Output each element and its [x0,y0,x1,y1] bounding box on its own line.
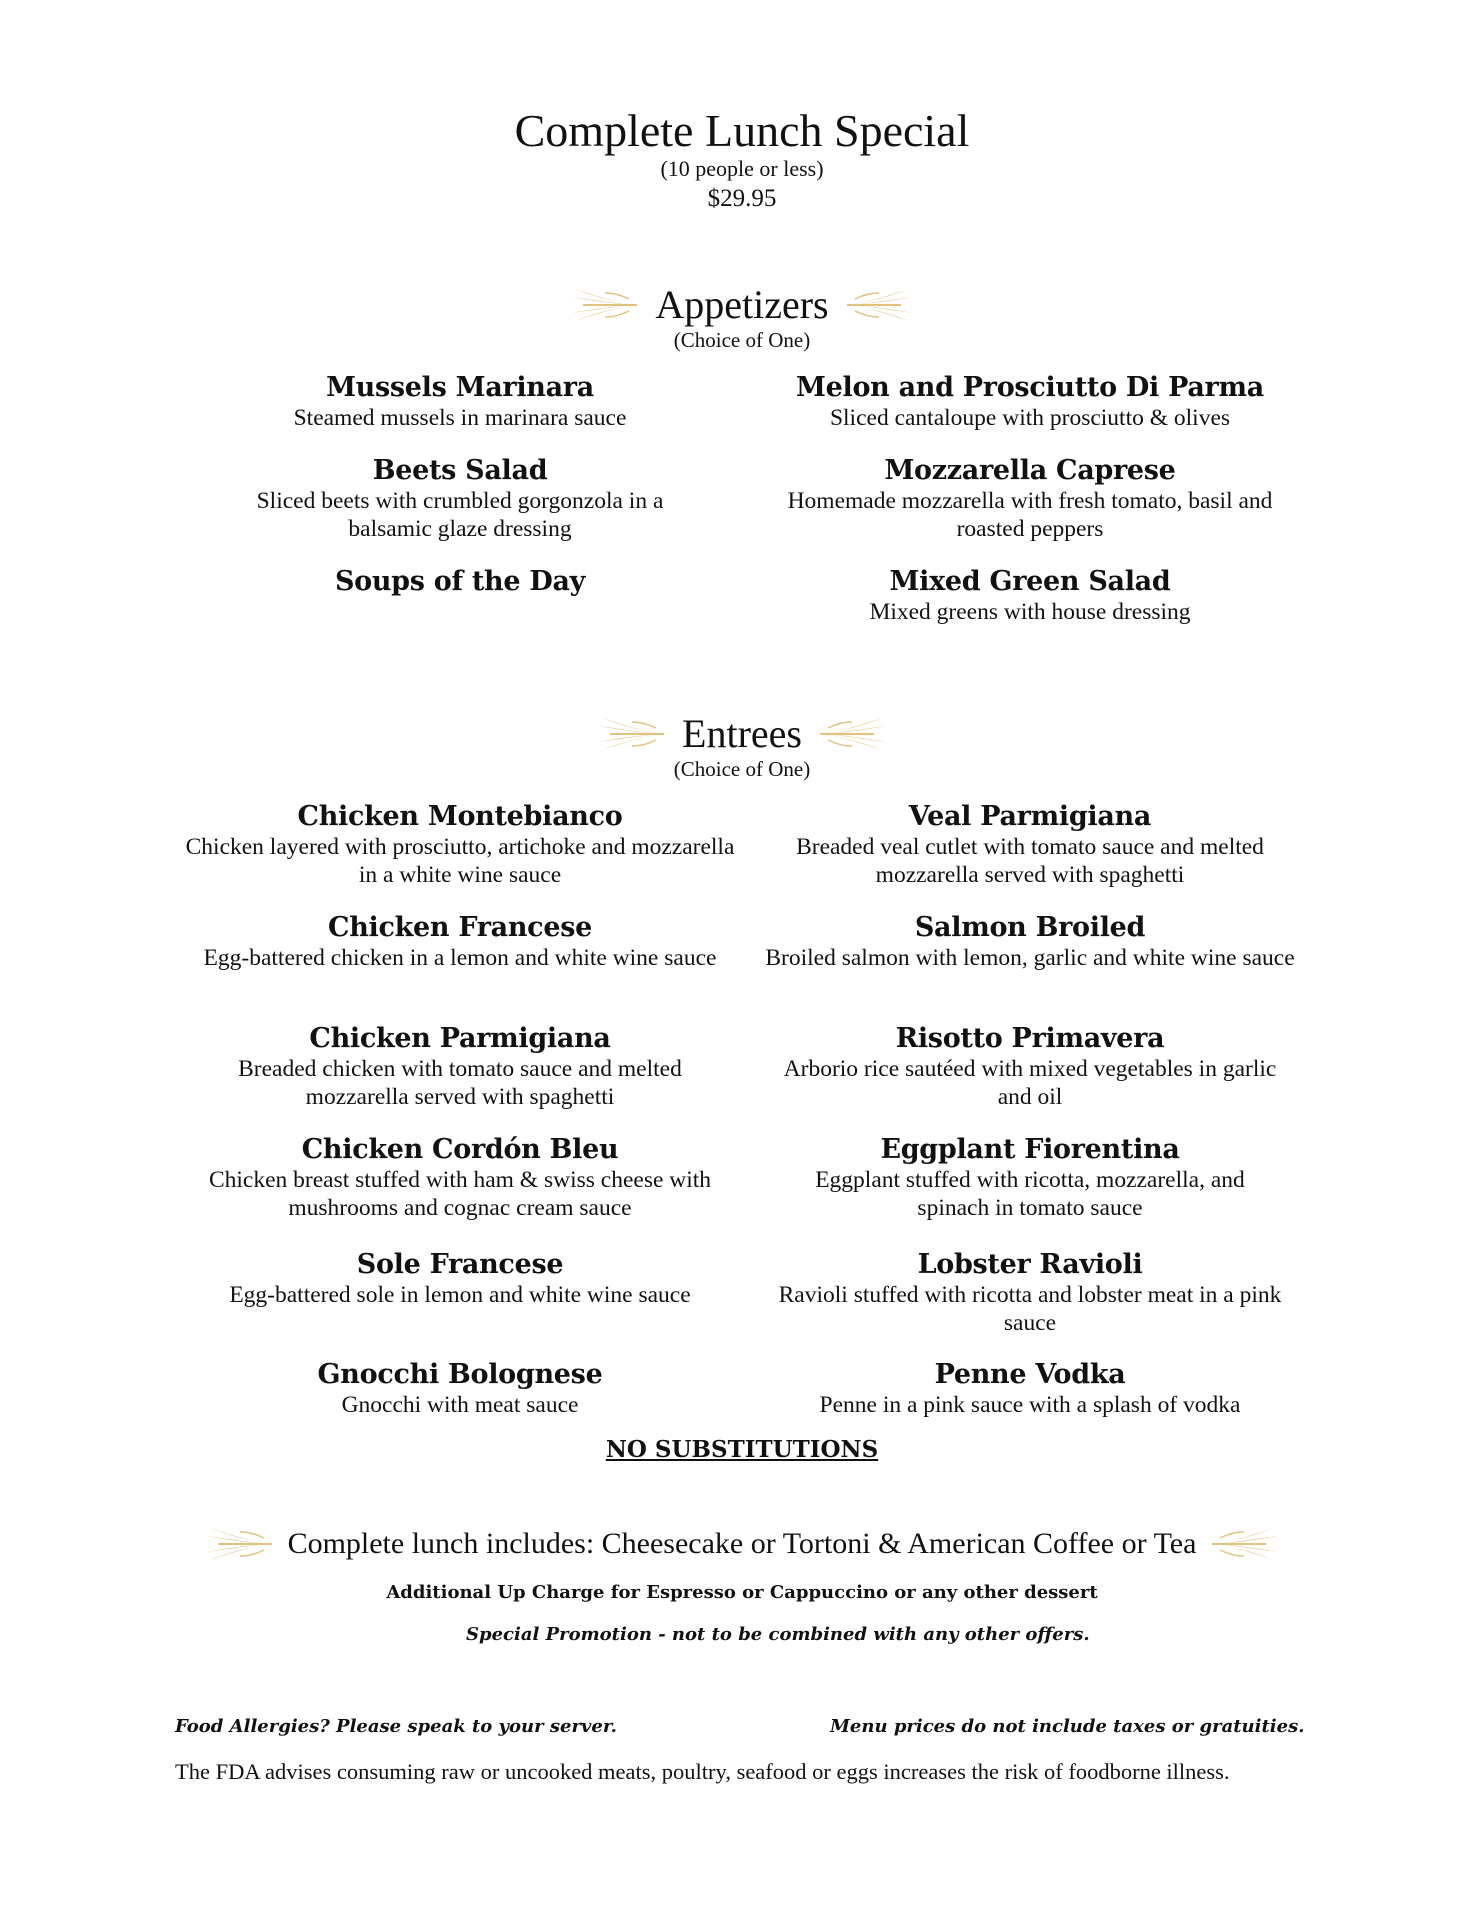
fda-advisory: The FDA advises consuming raw or uncooked meats, poultry, seafood or eggs increases the risk of foodborne illness. [175,1759,1230,1784]
page-title: Complete Lunch Special [514,105,970,156]
menu-item [750,1249,1310,1337]
promotion-note: Special Promotion - not to be combined with any other offers. [466,1624,1090,1645]
menu-item [750,566,1310,626]
menu-item [180,1134,740,1222]
item-name: Risotto Primavera [895,1023,1165,1054]
item-description: Mixed greens with house dressing [869,599,1191,625]
includes-row [0,1524,1484,1564]
menu-item [180,455,740,543]
item-name: Sole Francese [356,1249,564,1280]
upcharge-note: Additional Up Charge for Espresso or Cappuccino or any other dessert [386,1582,1098,1603]
item-description: Sliced beets with crumbled gorgonzola in a balsamic glaze dressing [256,488,664,542]
appetizers-title: Appetizers [655,282,829,327]
entrees-choice-note: (Choice of One) [673,757,811,781]
wheat-ornament-icon [1210,1524,1280,1564]
wheat-ornament-icon [569,285,639,325]
menu-item [750,455,1310,543]
menu-item [180,1249,740,1309]
item-description: Egg-battered chicken in a lemon and white wine sauce [203,945,717,971]
menu-item [750,912,1310,972]
item-description: Egg-battered sole in lemon and white wine sauce [229,1282,691,1308]
menu-item [750,801,1310,889]
allergies-note: Food Allergies? Please speak to your server. [175,1716,617,1737]
price: $29.95 [707,185,777,212]
item-name: Chicken Cordón Bleu [301,1134,619,1165]
item-name: Chicken Parmigiana [309,1023,611,1054]
item-name: Mozzarella Caprese [884,455,1176,486]
entrees-heading [0,711,1484,757]
includes-text: Complete lunch includes: Cheesecake or Tortoni & American Coffee or Tea [287,1527,1197,1560]
item-name: Lobster Ravioli [917,1249,1143,1280]
menu-item [750,1359,1310,1419]
item-name: Chicken Montebianco [297,801,623,832]
item-description: Chicken breast stuffed with ham & swiss cheese with mushrooms and cognac cream sauce [208,1167,712,1221]
item-name: Penne Vodka [934,1359,1126,1390]
item-description: Homemade mozzarella with fresh tomato, basil and roasted peppers [787,488,1273,542]
wheat-ornament-icon [596,714,666,754]
wheat-ornament-icon [845,285,915,325]
entrees-title: Entrees [682,711,802,756]
item-name: Beets Salad [372,455,548,486]
menu-item [180,1359,740,1419]
item-name: Gnocchi Bolognese [317,1359,603,1390]
item-description: Eggplant stuffed with ricotta, mozzarella, and spinach in tomato sauce [815,1167,1245,1221]
item-name: Mussels Marinara [326,372,594,403]
no-substitutions-notice: NO SUBSTITUTIONS [605,1436,879,1463]
item-description: Gnocchi with meat sauce [341,1392,579,1418]
item-description: Sliced cantaloupe with prosciutto & olives [829,405,1231,431]
menu-item [180,566,740,598]
item-description: Penne in a pink sauce with a splash of vodka [819,1392,1241,1418]
menu-item [180,1023,740,1111]
wheat-ornament-icon [818,714,888,754]
item-description: Breaded veal cutlet with tomato sauce and melted mozzarella served with spaghetti [796,834,1264,888]
appetizers-choice-note: (Choice of One) [673,328,811,352]
menu-item [180,912,740,972]
menu-item [180,372,740,432]
item-name: Salmon Broiled [914,912,1146,943]
item-name: Eggplant Fiorentina [880,1134,1180,1165]
item-description: Breaded chicken with tomato sauce and melted mozzarella served with spaghetti [238,1056,682,1110]
item-description: Steamed mussels in marinara sauce [293,405,627,431]
menu-item [750,1023,1310,1111]
item-name: Chicken Francese [328,912,592,943]
taxes-note: Menu prices do not include taxes or gratuities. [830,1716,1305,1737]
appetizers-heading [0,282,1484,328]
menu-item [750,1134,1310,1222]
party-size-note: (10 people or less) [660,156,824,181]
item-description: Arborio rice sautéed with mixed vegetables in garlic and oil [783,1056,1277,1110]
menu-item [180,801,740,889]
item-description: Ravioli stuffed with ricotta and lobster meat in a pink sauce [778,1282,1282,1336]
wheat-ornament-icon [204,1524,274,1564]
item-name: Veal Parmigiana [908,801,1152,832]
item-name: Mixed Green Salad [889,566,1171,597]
item-name: Soups of the Day [334,566,586,597]
item-description: Chicken layered with prosciutto, artichoke and mozzarella in a white wine sauce [185,834,735,888]
menu-item [750,372,1310,432]
item-name: Melon and Prosciutto Di Parma [796,372,1264,403]
item-description: Broiled salmon with lemon, garlic and white wine sauce [765,945,1295,971]
